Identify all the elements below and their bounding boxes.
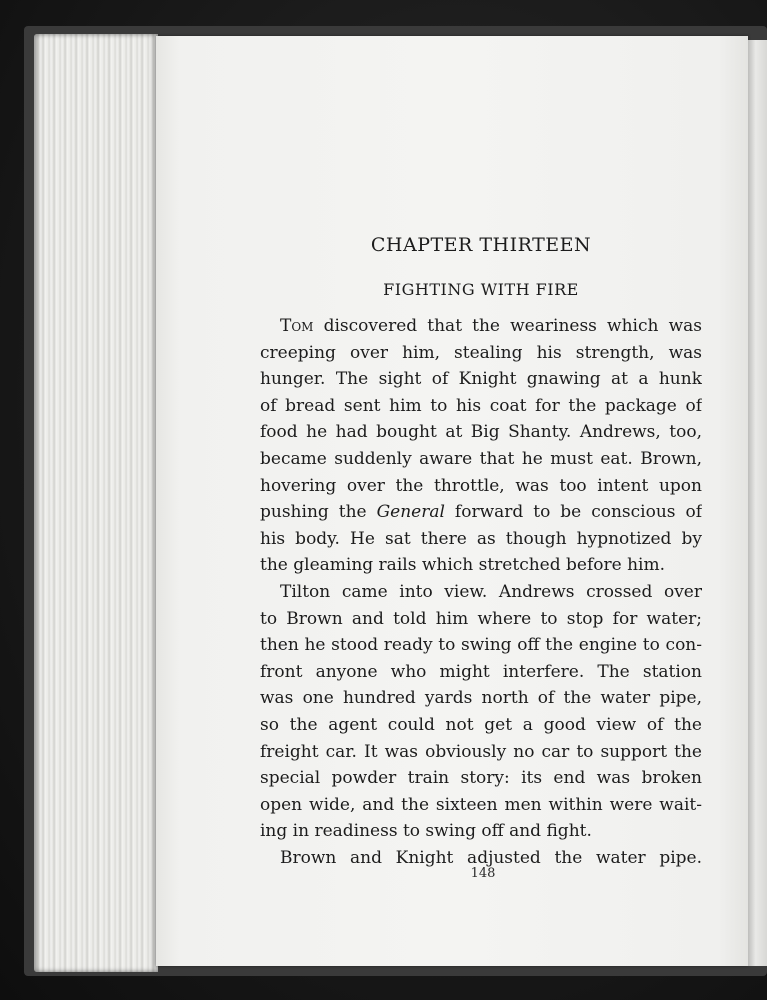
text-line: then he stood ready to swing off the engine to con- [260,635,702,656]
opening-word: Tom [280,316,314,336]
text-line: hovering over the throttle, was too intent upon [260,475,702,496]
text-line: special powder train story: its end was broken [260,768,702,789]
paragraph-2 [260,579,702,845]
italic-word: General [376,502,445,523]
text-fragment: forward to be conscious of [444,502,702,523]
chapter-title: CHAPTER THIRTEEN [370,234,592,256]
facing-page-edge [748,40,767,966]
page-number: 148 [470,866,496,881]
text-line: so the agent could not get a good view of the [260,714,702,735]
text-line: became suddenly aware that he must eat. Brown, [260,448,702,469]
text-line: his body. He sat there as though hypnotized by [260,528,702,549]
text-line: food he had bought at Big Shanty. Andrews, too, [260,422,702,443]
text-line: Brown and Knight adjusted the water pipe. [280,847,702,868]
text-line: to Brown and told him where to stop for water; [260,608,702,629]
text-line: the gleaming rails which stretched before him. [260,555,665,576]
text-line: hunger. The sight of Knight gnawing at a hunk [260,369,702,390]
text-line [260,313,702,340]
chapter-subtitle: FIGHTING WITH FIRE [383,280,579,299]
paragraph-1 [260,313,702,579]
text-line: front anyone who might interfere. The station [260,661,702,682]
text-fragment: discovered that the weariness which was [313,316,702,336]
page-edges [34,34,158,972]
page-text [260,230,702,871]
text-line: creeping over him, stealing his strength, was [260,342,702,363]
text-fragment: pushing the [260,502,377,523]
text-line: freight car. It was obviously no car to support the [260,741,702,762]
text-line: open wide, and the sixteen men within were wait- [260,794,702,815]
text-line: was one hundred yards north of the water pipe, [260,688,702,709]
text-line [260,499,702,526]
text-line: Tilton came into view. Andrews crossed over [280,581,702,602]
text-line: ing in readiness to swing off and fight. [260,821,592,842]
text-line: of bread sent him to his coat for the package of [260,395,702,416]
